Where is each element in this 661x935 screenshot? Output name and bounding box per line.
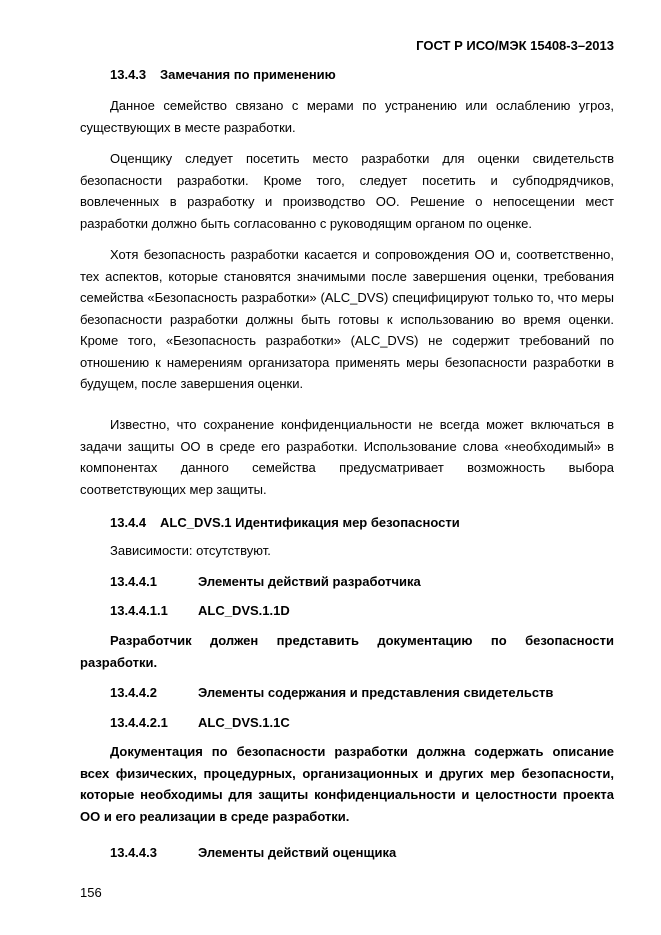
section-title: ALC_DVS.1.1C: [198, 715, 290, 730]
section-number: 13.4.4.1.1: [110, 603, 168, 618]
paragraph-2: [80, 148, 614, 234]
section-title: ALC_DVS.1 Идентификация мер безопасности: [160, 515, 460, 530]
paragraph-text: Разработчик должен представить документацию по безопасности разработки.: [80, 633, 614, 670]
section-heading-13-4-4-2-1: [110, 715, 290, 731]
section-number: 13.4.4: [110, 515, 147, 530]
section-number: 13.4.3: [110, 67, 147, 82]
section-heading-13-4-4-1: [110, 574, 421, 590]
section-heading-13-4-4-1-1: [110, 603, 290, 619]
section-number: 13.4.4.2: [110, 685, 157, 700]
section-heading-13-4-3: [110, 67, 336, 83]
section-title: ALC_DVS.1.1D: [198, 603, 290, 618]
paragraph-text: Документация по безопасности разработки должна содержать описание всех физических, процедурных, организационных и других мер безопасности, которые необходимы для защиты конфиденциальности и целостности проекта ОО и его реализации в среде разработки.: [80, 744, 614, 824]
paragraph-5: [80, 630, 614, 673]
dependencies-line: Зависимости: отсутствуют.: [110, 543, 271, 558]
section-title: Элементы действий оценщика: [198, 845, 397, 860]
section-number: 13.4.4.1: [110, 574, 157, 589]
paragraph-6: [80, 741, 614, 827]
running-header: ГОСТ Р ИСО/МЭК 15408-3–2013: [416, 38, 614, 53]
section-title: Элементы действий разработчика: [198, 574, 421, 589]
paragraph-3: [80, 244, 614, 395]
paragraph-text: Оценщику следует посетить место разработки для оценки свидетельств безопасности разработки. Кроме того, следует посетить и субподрядчиков, вовлеченных в разработку и производство ОО. Решение о непосещении мест разработки должно быть согласованно с руководящим органом по оценке.: [80, 151, 614, 231]
section-heading-13-4-4-2: [110, 685, 553, 701]
paragraph-text: Данное семейство связано с мерами по устранению или ослаблению угроз, существующих в месте разработки.: [80, 98, 614, 135]
section-title: Замечания по применению: [160, 67, 336, 82]
section-heading-13-4-4-3: [110, 845, 396, 861]
section-heading-13-4-4: [110, 515, 460, 531]
paragraph-1: [80, 95, 614, 138]
section-number: 13.4.4.3: [110, 845, 157, 860]
paragraph-text: Хотя безопасность разработки касается и сопровождения ОО и, соответственно, тех аспектов, которые становятся значимыми после завершения оценки, требования семейства «Безопасность разработки» (ALC_DVS) специфицируют только то, что меры безопасности разработки должны быть готовы к использованию во время оценки. Кроме того, «Безопасность разработки» (ALC_DVS) не содержит требований по отношению к намерениям организатора применять меры безопасности разработки в будущем, после завершения оценки.: [80, 247, 614, 391]
paragraph-text: Известно, что сохранение конфиденциальности не всегда может включаться в задачи защиты ОО в среде его разработки. Использование слова «необходимый» в компонентах данного семейства предусматривает возможность выбора соответствующих мер защиты.: [80, 417, 614, 497]
section-number: 13.4.4.2.1: [110, 715, 168, 730]
section-title: Элементы содержания и представления свидетельств: [198, 685, 554, 700]
paragraph-4: [80, 414, 614, 500]
page-number: 156: [80, 885, 102, 900]
